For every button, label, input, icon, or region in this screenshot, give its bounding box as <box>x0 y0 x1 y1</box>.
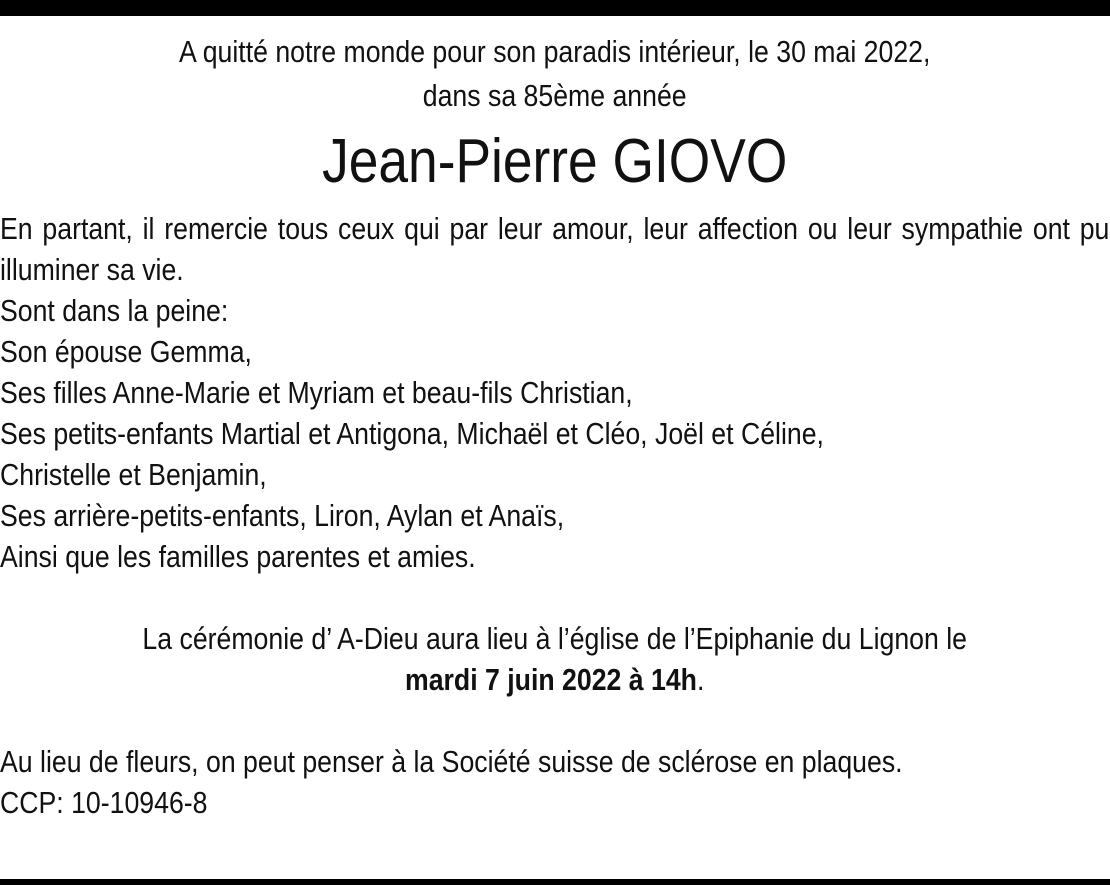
ceremony-text: La cérémonie d’ A-Dieu aura lieu à l’église de l’Epiphanie du Lignon le <box>142 621 967 656</box>
announcement-line-1: A quitté notre monde pour son paradis intérieur, le 30 mai 2022, <box>178 34 931 69</box>
obituary-notice <box>0 30 1110 823</box>
donation-paragraph <box>0 741 1109 823</box>
top-border-rule <box>0 0 1110 16</box>
ceremony-paragraph <box>0 618 1109 700</box>
mourner-line: Son épouse Gemma, <box>0 334 252 369</box>
mourner-line: Ses arrière-petits-enfants, Liron, Aylan et Anaïs, <box>0 498 565 533</box>
ceremony-date-line <box>0 659 1109 700</box>
announcement <box>0 30 1109 118</box>
spacer <box>0 700 1109 741</box>
mourner-line: Ses filles Anne-Marie et Myriam et beau-fils Christian, <box>0 375 633 410</box>
mourner-line: Christelle et Benjamin, <box>0 457 267 492</box>
mourner-line: Ainsi que les familles parentes et amies. <box>0 539 476 574</box>
donation-ccp: CCP: 10-10946-8 <box>0 785 208 820</box>
mourners-list <box>0 290 1109 577</box>
ceremony-punctuation: . <box>696 662 705 697</box>
mourner-line: Ses petits-enfants Martial et Antigona, Michaël et Cléo, Joël et Céline, <box>0 416 824 451</box>
bottom-border-rule <box>0 879 1110 885</box>
ceremony-date-time: mardi 7 juin 2022 à 14h <box>405 662 697 697</box>
announcement-line-2: dans sa 85ème année <box>422 78 687 113</box>
thanks-paragraph: En partant, il remercie tous ceux qui par leur amour, leur affection ou leur sympathie ont pu illuminer sa vie. <box>0 211 1110 287</box>
mourners-intro: Sont dans la peine: <box>0 293 229 328</box>
deceased-name: Jean-Pierre GIOVO <box>322 127 788 196</box>
spacer <box>0 577 1109 618</box>
donation-text: Au lieu de fleurs, on peut penser à la Société suisse de sclérose en plaques. <box>0 744 903 779</box>
